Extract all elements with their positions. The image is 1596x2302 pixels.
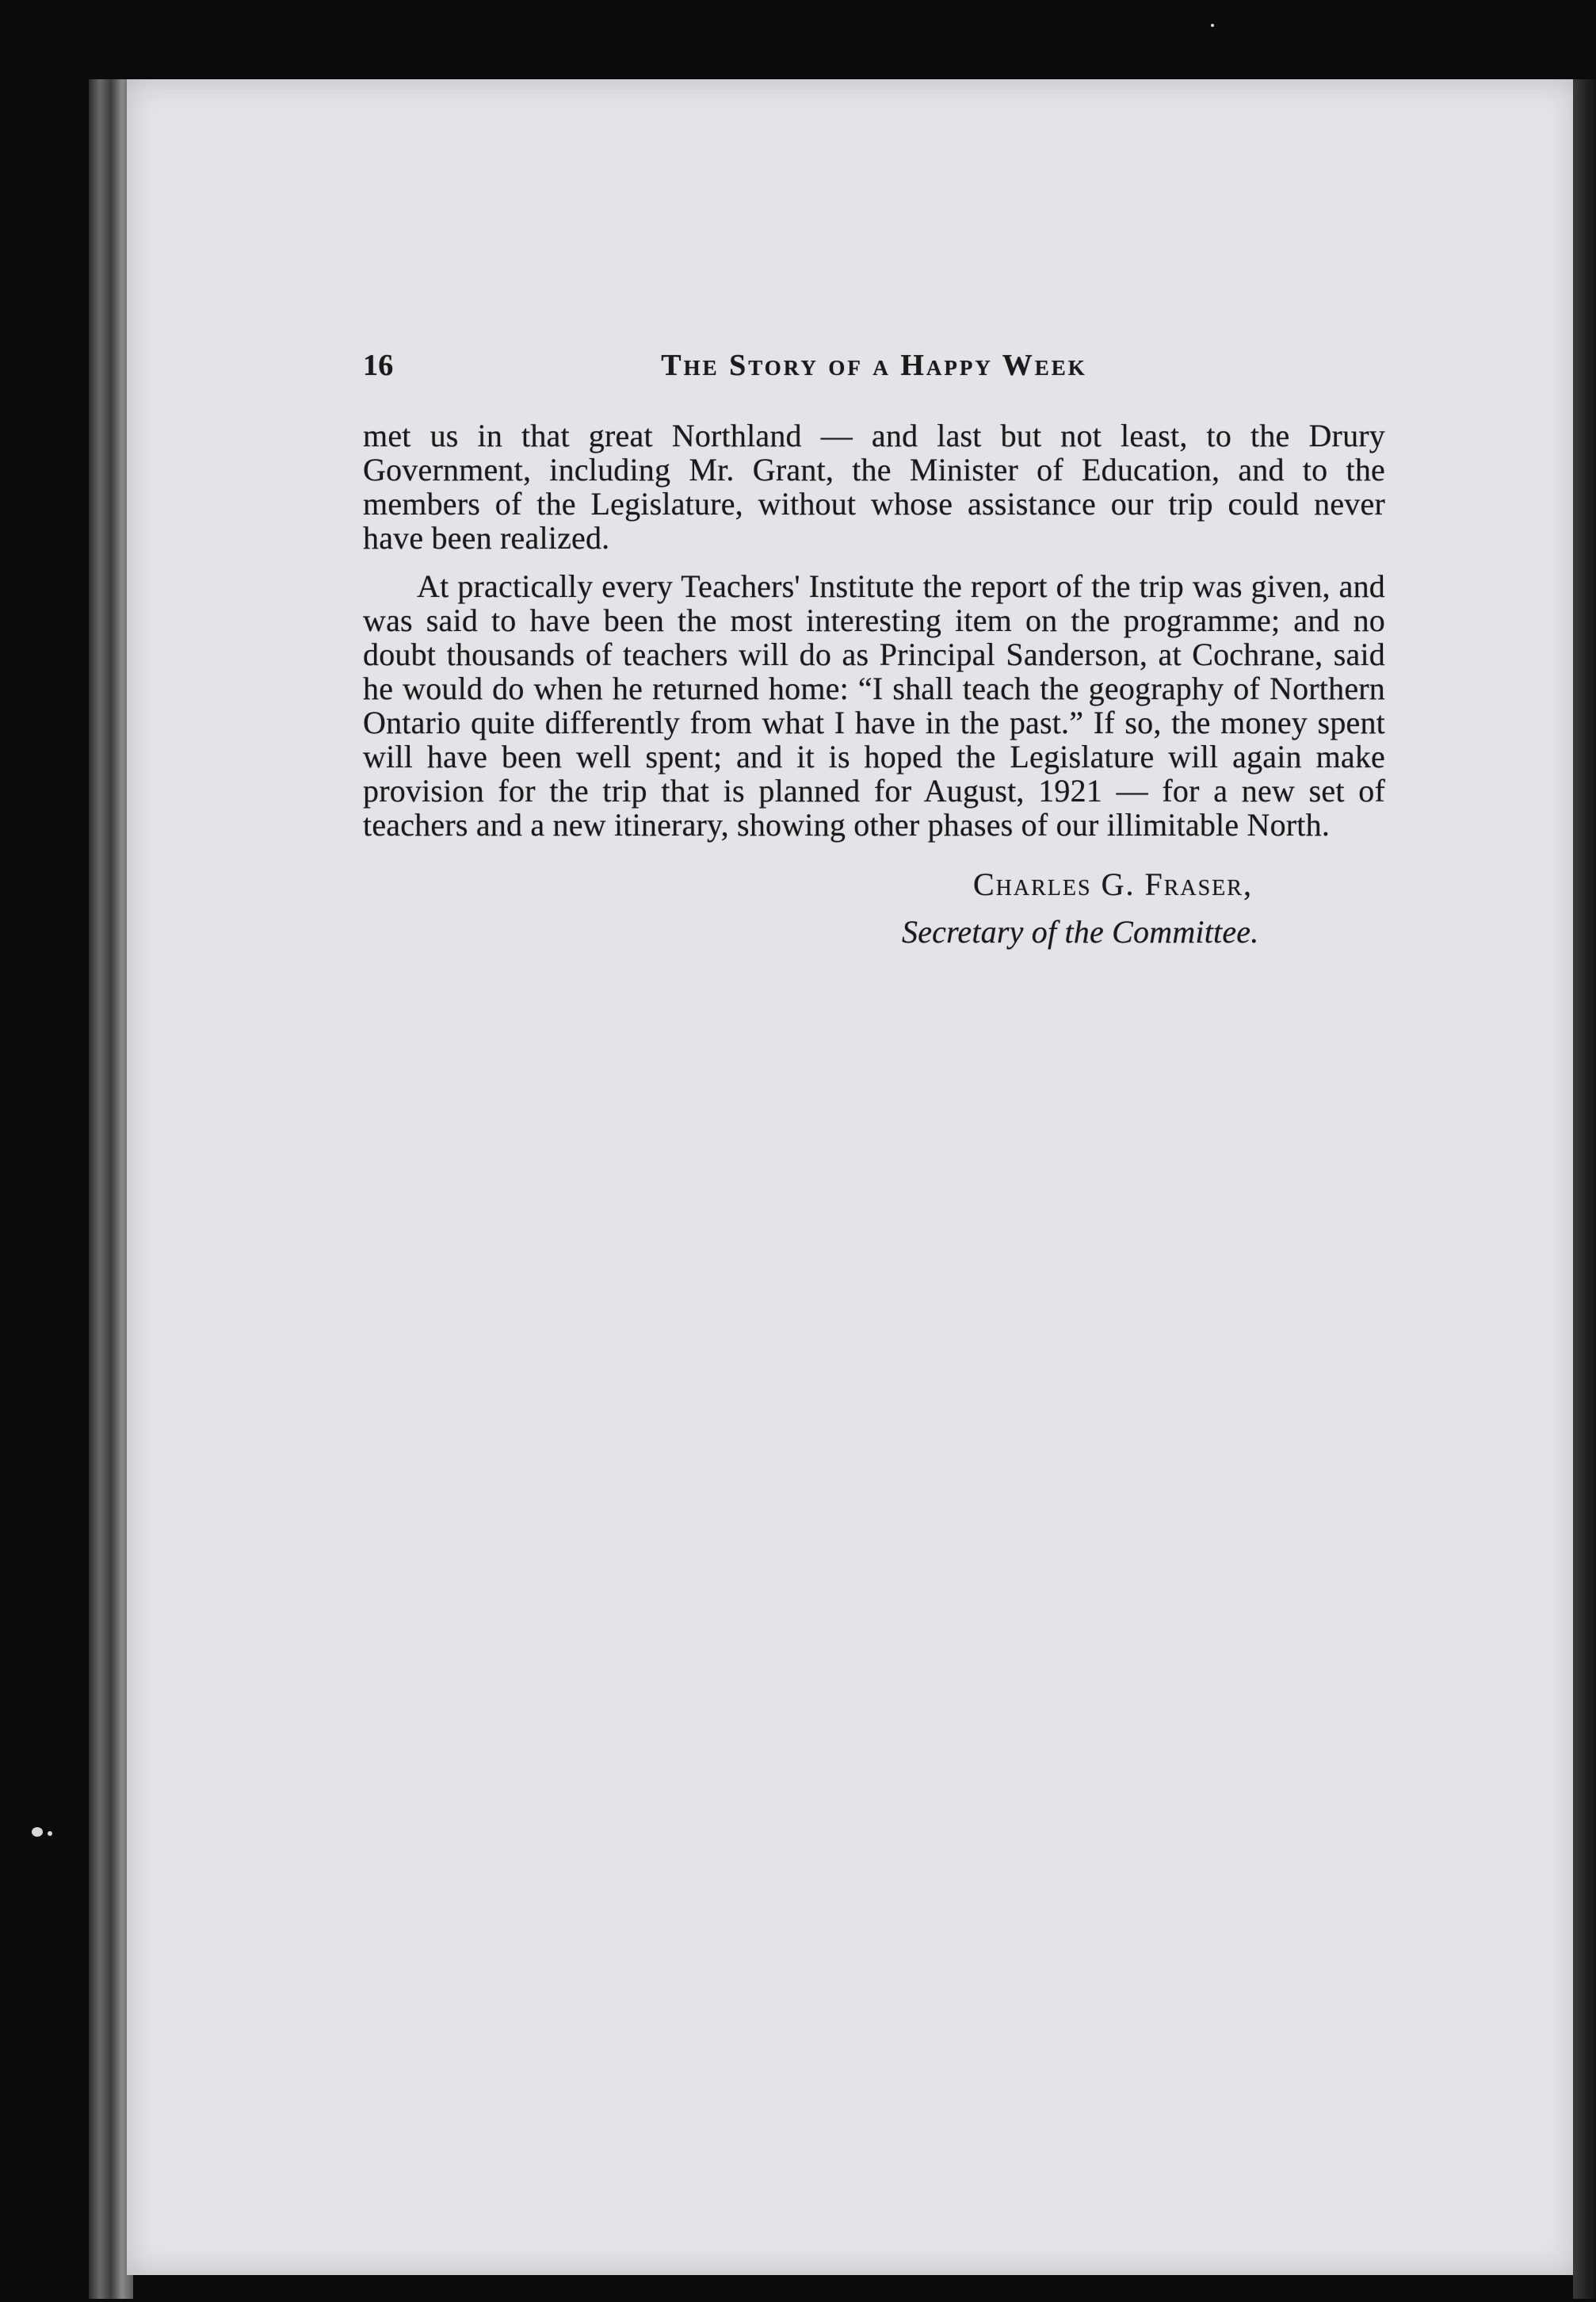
signature-title: Secretary of the Committee. xyxy=(902,914,1259,950)
scan-speck xyxy=(1211,24,1214,27)
paragraph: At practically every Teachers' Institute the report of the trip was given, and was said to have been the most interesting item on the programme; and no doubt thousands of teachers will do as Principal Sanderson, at Cochrane, said he would do when he returned home: “I shall teach the geography of Northern Ontario quite differently from what I have in the past.” If so, the money spent will have been well spent; and it is hoped the Legislature will again make provision for the trip that is planned for August, 1921 — for a new set of teachers and a new itinerary, showing other phases of our illimitable North. xyxy=(363,568,1385,843)
signature-name: Charles G. Fraser, xyxy=(973,866,1253,902)
page-text xyxy=(363,349,1385,956)
scan-speck xyxy=(48,1831,52,1836)
paragraph-continued: met us in that great Northland — and last but not least, to the Drury Government, including Mr. Grant, the Minister of Education, and to the members of the Legislature, without whose assistance our trip could never have been realized. xyxy=(363,418,1385,556)
signature-block xyxy=(902,861,1385,956)
scan-speck xyxy=(32,1827,43,1837)
page-header xyxy=(363,349,1385,387)
page-edge-shadow xyxy=(1573,79,1596,2299)
page-number: 16 xyxy=(363,349,394,382)
running-title: The Story of a Happy Week xyxy=(661,349,1087,382)
